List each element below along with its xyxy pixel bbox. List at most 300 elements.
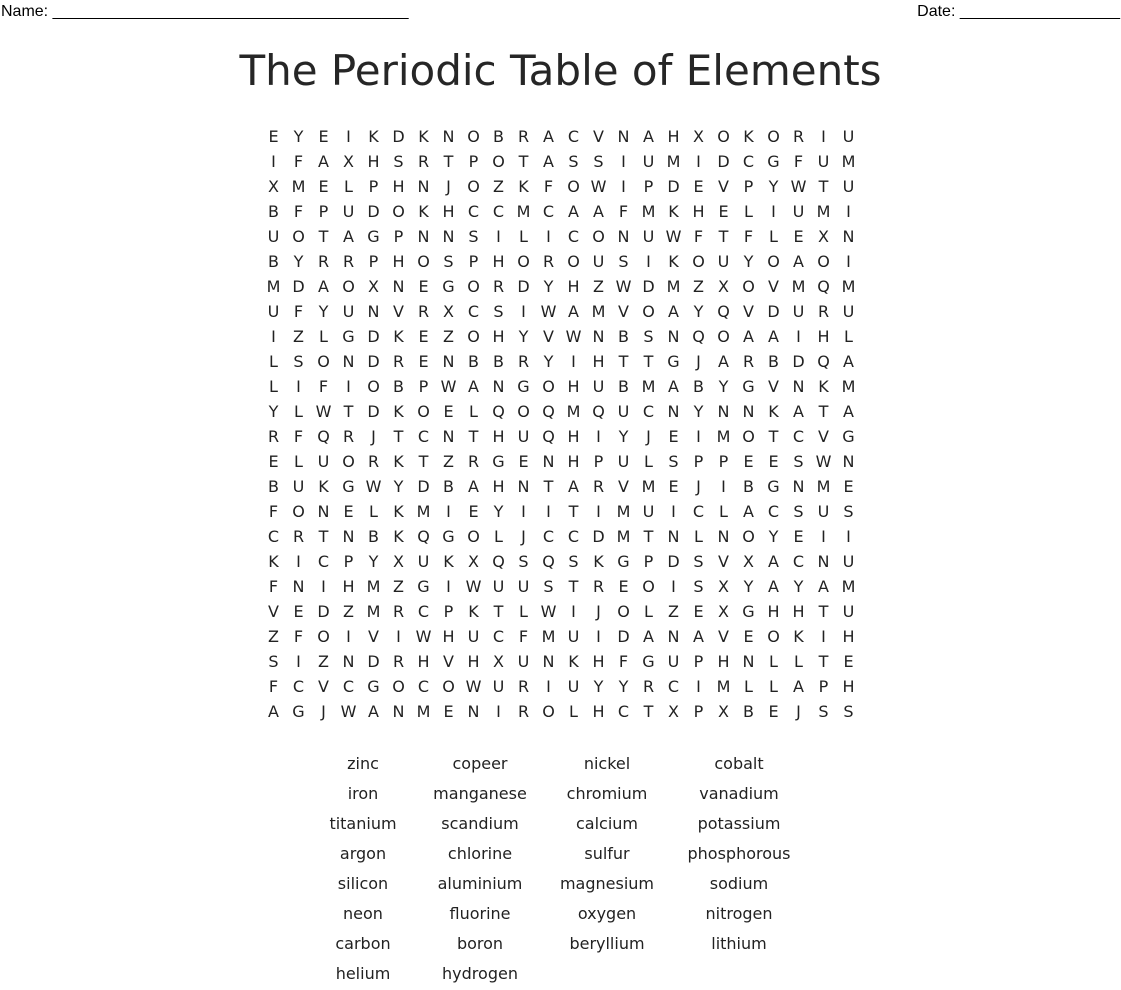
grid-letter: G	[742, 602, 755, 621]
name-field: Name: ________________________________________	[1, 3, 409, 20]
grid-letter: L	[319, 327, 328, 346]
grid-letter: I	[271, 152, 276, 171]
grid-letter: V	[543, 327, 554, 346]
grid-letter: V	[443, 652, 454, 671]
grid-letter: U	[842, 602, 855, 621]
grid-letter: I	[696, 152, 701, 171]
grid-letter: I	[546, 677, 551, 696]
grid-letter: A	[368, 702, 379, 721]
grid-letter: D	[317, 602, 330, 621]
grid-letter: S	[518, 552, 529, 571]
grid-letter: M	[616, 527, 631, 546]
grid-letter: E	[668, 477, 679, 496]
grid-letter: B	[768, 352, 779, 371]
grid-letter: T	[318, 227, 329, 246]
grid-letter: K	[268, 552, 279, 571]
grid-letter: B	[743, 702, 754, 721]
grid-letter: M	[566, 402, 581, 421]
grid-letter: N	[667, 627, 680, 646]
grid-letter: I	[696, 427, 701, 446]
grid-row	[261, 624, 861, 649]
grid-letter: I	[596, 502, 601, 521]
grid-letter: Z	[443, 452, 454, 471]
grid-letter: O	[742, 527, 755, 546]
grid-letter: D	[367, 352, 380, 371]
grid-letter: F	[693, 227, 704, 246]
grid-letter: S	[643, 327, 654, 346]
grid-letter: N	[742, 652, 755, 671]
grid-letter: R	[317, 252, 330, 271]
grid-letter: N	[792, 477, 805, 496]
grid-letter: I	[546, 227, 551, 246]
grid-letter: A	[343, 227, 354, 246]
grid-letter: C	[267, 527, 280, 546]
grid-letter: E	[268, 127, 279, 146]
grid-letter: O	[767, 252, 780, 271]
grid-letter: V	[618, 302, 629, 321]
grid-letter: C	[767, 502, 780, 521]
grid-letter: E	[418, 352, 429, 371]
grid-letter: N	[667, 327, 680, 346]
grid-row	[261, 274, 861, 299]
grid-letter: Z	[268, 627, 279, 646]
grid-letter: N	[442, 352, 455, 371]
grid-letter: R	[367, 452, 380, 471]
grid-letter: T	[818, 177, 829, 196]
grid-letter: M	[816, 202, 831, 221]
grid-row	[261, 249, 861, 274]
grid-letter: N	[492, 377, 505, 396]
grid-letter: V	[818, 427, 829, 446]
grid-letter: I	[621, 152, 626, 171]
grid-letter: S	[843, 502, 854, 521]
grid-letter: K	[793, 627, 804, 646]
grid-letter: I	[446, 502, 451, 521]
grid-letter: X	[443, 302, 454, 321]
grid-letter: H	[392, 252, 405, 271]
grid-letter: A	[568, 302, 579, 321]
grid-letter: U	[617, 402, 630, 421]
grid-letter: A	[643, 627, 654, 646]
grid-letter: H	[592, 702, 605, 721]
grid-letter: X	[468, 552, 479, 571]
grid-letter: M	[416, 502, 431, 521]
grid-letter: M	[841, 152, 856, 171]
grid-letter: O	[467, 277, 480, 296]
grid-row	[261, 149, 861, 174]
grid-letter: H	[842, 627, 855, 646]
grid-letter: M	[641, 477, 656, 496]
grid-letter: C	[492, 627, 505, 646]
grid-letter: P	[368, 177, 379, 196]
grid-letter: R	[267, 427, 280, 446]
grid-letter: L	[294, 402, 303, 421]
grid-letter: R	[292, 527, 305, 546]
grid-letter: K	[668, 252, 679, 271]
word-bank-item: scandium	[441, 814, 519, 833]
grid-letter: O	[717, 327, 730, 346]
grid-row	[261, 399, 861, 424]
grid-letter: H	[842, 677, 855, 696]
grid-letter: I	[646, 252, 651, 271]
word-bank-item: aluminium	[437, 874, 523, 893]
grid-letter: G	[517, 377, 530, 396]
grid-letter: O	[592, 227, 605, 246]
grid-letter: L	[844, 327, 853, 346]
grid-letter: V	[393, 302, 404, 321]
grid-letter: H	[592, 652, 605, 671]
grid-letter: N	[392, 277, 405, 296]
grid-letter: D	[717, 152, 730, 171]
grid-letter: G	[342, 327, 355, 346]
grid-letter: S	[618, 252, 629, 271]
grid-letter: K	[393, 452, 404, 471]
word-bank-item: copeer	[452, 754, 508, 773]
grid-letter: L	[794, 652, 803, 671]
grid-letter: H	[767, 602, 780, 621]
grid-letter: N	[367, 302, 380, 321]
word-bank-item: cobalt	[714, 754, 764, 773]
grid-letter: U	[267, 302, 280, 321]
grid-letter: P	[643, 177, 654, 196]
word-bank-item: vanadium	[699, 784, 779, 803]
grid-letter: N	[842, 227, 855, 246]
grid-letter: Y	[493, 502, 504, 521]
grid-letter: A	[468, 377, 479, 396]
grid-letter: J	[321, 702, 326, 721]
grid-letter: A	[818, 577, 829, 596]
word-bank-item: hydrogen	[442, 964, 518, 983]
grid-letter: J	[371, 427, 376, 446]
grid-letter: X	[368, 277, 379, 296]
grid-letter: P	[468, 152, 479, 171]
grid-letter: B	[268, 202, 279, 221]
word-bank-item: titanium	[329, 814, 397, 833]
grid-letter: G	[342, 477, 355, 496]
grid-letter: H	[792, 602, 805, 621]
grid-letter: L	[744, 677, 753, 696]
grid-letter: W	[440, 377, 457, 396]
grid-letter: D	[392, 127, 405, 146]
grid-letter: U	[667, 652, 680, 671]
grid-letter: P	[743, 177, 754, 196]
grid-letter: H	[417, 652, 430, 671]
grid-letter: R	[492, 277, 505, 296]
grid-letter: E	[843, 652, 854, 671]
grid-row	[261, 424, 861, 449]
grid-letter: P	[718, 452, 729, 471]
grid-letter: I	[346, 127, 351, 146]
grid-letter: O	[642, 302, 655, 321]
grid-letter: U	[267, 227, 280, 246]
grid-letter: P	[343, 552, 354, 571]
word-bank-item: zinc	[347, 754, 379, 773]
grid-letter: Y	[543, 277, 554, 296]
grid-letter: T	[818, 402, 829, 421]
grid-letter: R	[542, 252, 555, 271]
grid-letter: E	[743, 452, 754, 471]
grid-letter: H	[692, 202, 705, 221]
grid-letter: J	[596, 602, 601, 621]
grid-letter: V	[718, 177, 729, 196]
grid-letter: A	[843, 352, 854, 371]
grid-letter: C	[492, 202, 505, 221]
grid-letter: P	[818, 677, 829, 696]
grid-letter: S	[793, 452, 804, 471]
grid-letter: F	[543, 177, 554, 196]
grid-letter: L	[369, 502, 378, 521]
grid-letter: A	[668, 377, 679, 396]
grid-letter: Z	[318, 652, 329, 671]
date-field: Date: __________________	[917, 3, 1120, 20]
grid-row	[261, 199, 861, 224]
grid-letter: A	[318, 152, 329, 171]
word-bank-item: magnesium	[559, 874, 655, 893]
grid-letter: V	[718, 552, 729, 571]
grid-letter: O	[817, 252, 830, 271]
grid-row	[261, 299, 861, 324]
grid-letter: N	[542, 452, 555, 471]
grid-letter: W	[415, 627, 432, 646]
grid-letter: E	[768, 702, 779, 721]
word-bank-item: sulfur	[584, 844, 630, 863]
grid-row	[261, 474, 861, 499]
grid-letter: U	[792, 302, 805, 321]
grid-letter: U	[517, 427, 530, 446]
grid-letter: B	[493, 352, 504, 371]
grid-letter: R	[517, 702, 530, 721]
grid-letter: C	[567, 527, 580, 546]
grid-letter: L	[344, 177, 353, 196]
grid-letter: T	[643, 352, 654, 371]
grid-letter: C	[542, 202, 555, 221]
grid-letter: A	[793, 677, 804, 696]
grid-letter: Y	[618, 677, 629, 696]
word-bank-item: chromium	[566, 784, 648, 803]
grid-letter: T	[818, 602, 829, 621]
grid-letter: H	[492, 427, 505, 446]
grid-letter: S	[693, 552, 704, 571]
grid-letter: H	[567, 452, 580, 471]
grid-letter: F	[293, 302, 304, 321]
grid-letter: P	[318, 202, 329, 221]
grid-letter: L	[769, 227, 778, 246]
grid-letter: L	[644, 602, 653, 621]
grid-letter: J	[521, 527, 526, 546]
grid-letter: N	[667, 527, 680, 546]
grid-letter: F	[618, 202, 629, 221]
grid-letter: B	[268, 477, 279, 496]
grid-letter: P	[693, 652, 704, 671]
grid-letter: G	[442, 277, 455, 296]
grid-letter: A	[768, 327, 779, 346]
grid-letter: M	[641, 202, 656, 221]
grid-letter: R	[592, 577, 605, 596]
grid-letter: O	[417, 252, 430, 271]
grid-letter: G	[367, 227, 380, 246]
grid-letter: Y	[743, 577, 754, 596]
grid-letter: W	[590, 177, 607, 196]
grid-letter: O	[692, 252, 705, 271]
grid-letter: C	[742, 152, 755, 171]
grid-letter: J	[446, 177, 451, 196]
grid-letter: R	[342, 252, 355, 271]
grid-letter: Q	[417, 527, 430, 546]
grid-letter: T	[643, 702, 654, 721]
grid-letter: L	[744, 202, 753, 221]
grid-letter: Y	[693, 402, 704, 421]
grid-letter: T	[818, 652, 829, 671]
grid-letter: X	[393, 552, 404, 571]
grid-letter: O	[467, 327, 480, 346]
grid-letter: N	[792, 377, 805, 396]
word-bank-item: nickel	[583, 754, 631, 773]
grid-letter: S	[268, 652, 279, 671]
grid-letter: M	[541, 627, 556, 646]
grid-letter: E	[318, 127, 329, 146]
grid-letter: I	[346, 377, 351, 396]
grid-letter: K	[518, 177, 529, 196]
grid-letter: H	[817, 327, 830, 346]
grid-letter: M	[366, 577, 381, 596]
grid-letter: Y	[793, 577, 804, 596]
grid-letter: G	[442, 527, 455, 546]
grid-letter: V	[718, 627, 729, 646]
grid-letter: F	[793, 152, 804, 171]
grid-letter: O	[317, 352, 330, 371]
grid-letter: D	[667, 177, 680, 196]
word-bank-item: calcium	[575, 814, 638, 833]
grid-letter: I	[671, 502, 676, 521]
grid-letter: K	[393, 327, 404, 346]
grid-letter: T	[768, 427, 779, 446]
grid-letter: A	[718, 352, 729, 371]
grid-letter: N	[442, 127, 455, 146]
grid-letter: C	[417, 677, 430, 696]
grid-letter: A	[268, 702, 279, 721]
grid-letter: I	[821, 527, 826, 546]
grid-letter: R	[642, 677, 655, 696]
word-bank-item: neon	[343, 904, 383, 923]
grid-letter: U	[492, 577, 505, 596]
grid-row	[261, 574, 861, 599]
grid-letter: X	[718, 702, 729, 721]
grid-row	[261, 674, 861, 699]
grid-letter: X	[668, 702, 679, 721]
grid-letter: M	[791, 277, 806, 296]
grid-letter: P	[468, 252, 479, 271]
grid-letter: P	[693, 452, 704, 471]
grid-letter: N	[467, 702, 480, 721]
grid-letter: E	[443, 702, 454, 721]
grid-letter: N	[342, 352, 355, 371]
grid-letter: H	[392, 177, 405, 196]
grid-letter: D	[617, 627, 630, 646]
grid-letter: C	[417, 427, 430, 446]
grid-letter: U	[342, 302, 355, 321]
grid-letter: L	[769, 652, 778, 671]
grid-letter: E	[793, 527, 804, 546]
grid-letter: Q	[592, 402, 605, 421]
grid-letter: L	[694, 527, 703, 546]
grid-letter: N	[842, 452, 855, 471]
grid-letter: M	[666, 152, 681, 171]
grid-letter: U	[642, 502, 655, 521]
grid-letter: A	[543, 152, 554, 171]
grid-letter: M	[416, 702, 431, 721]
word-bank-item: phosphorous	[687, 844, 791, 863]
grid-letter: P	[693, 702, 704, 721]
grid-letter: U	[517, 652, 530, 671]
grid-letter: S	[693, 577, 704, 596]
grid-letter: Z	[668, 602, 679, 621]
grid-letter: S	[568, 152, 579, 171]
grid-letter: E	[743, 627, 754, 646]
grid-letter: O	[517, 402, 530, 421]
grid-letter: N	[592, 327, 605, 346]
grid-letter: A	[693, 627, 704, 646]
grid-letter: S	[568, 552, 579, 571]
grid-letter: V	[318, 677, 329, 696]
grid-letter: B	[618, 377, 629, 396]
grid-letter: C	[667, 677, 680, 696]
grid-letter: H	[592, 352, 605, 371]
grid-letter: O	[317, 627, 330, 646]
grid-letter: U	[617, 452, 630, 471]
grid-letter: L	[519, 602, 528, 621]
grid-letter: O	[467, 527, 480, 546]
grid-letter: T	[443, 152, 454, 171]
word-bank-item: silicon	[337, 874, 389, 893]
grid-letter: Z	[593, 277, 604, 296]
grid-letter: R	[817, 302, 830, 321]
grid-letter: D	[292, 277, 305, 296]
grid-letter: E	[693, 602, 704, 621]
grid-letter: A	[768, 552, 779, 571]
grid-letter: Y	[543, 352, 554, 371]
grid-letter: O	[767, 627, 780, 646]
grid-letter: I	[721, 477, 726, 496]
grid-letter: I	[521, 502, 526, 521]
grid-letter: M	[716, 427, 731, 446]
grid-letter: C	[317, 552, 330, 571]
page-title: The Periodic Table of Elements	[239, 46, 882, 95]
grid-letter: U	[292, 477, 305, 496]
grid-letter: R	[517, 677, 530, 696]
grid-letter: N	[442, 227, 455, 246]
grid-letter: E	[718, 202, 729, 221]
grid-letter: A	[793, 402, 804, 421]
grid-letter: I	[346, 627, 351, 646]
grid-letter: H	[567, 377, 580, 396]
grid-letter: Y	[293, 252, 304, 271]
grid-letter: A	[743, 502, 754, 521]
grid-letter: O	[342, 277, 355, 296]
grid-letter: B	[443, 477, 454, 496]
grid-letter: I	[271, 327, 276, 346]
word-bank-item: argon	[339, 844, 387, 863]
grid-letter: F	[293, 152, 304, 171]
grid-letter: C	[292, 677, 305, 696]
grid-letter: W	[365, 477, 382, 496]
grid-letter: X	[268, 177, 279, 196]
grid-letter: T	[318, 527, 329, 546]
grid-letter: C	[567, 127, 580, 146]
grid-letter: W	[565, 327, 582, 346]
grid-letter: S	[393, 152, 404, 171]
grid-letter: E	[618, 577, 629, 596]
grid-letter: I	[571, 602, 576, 621]
